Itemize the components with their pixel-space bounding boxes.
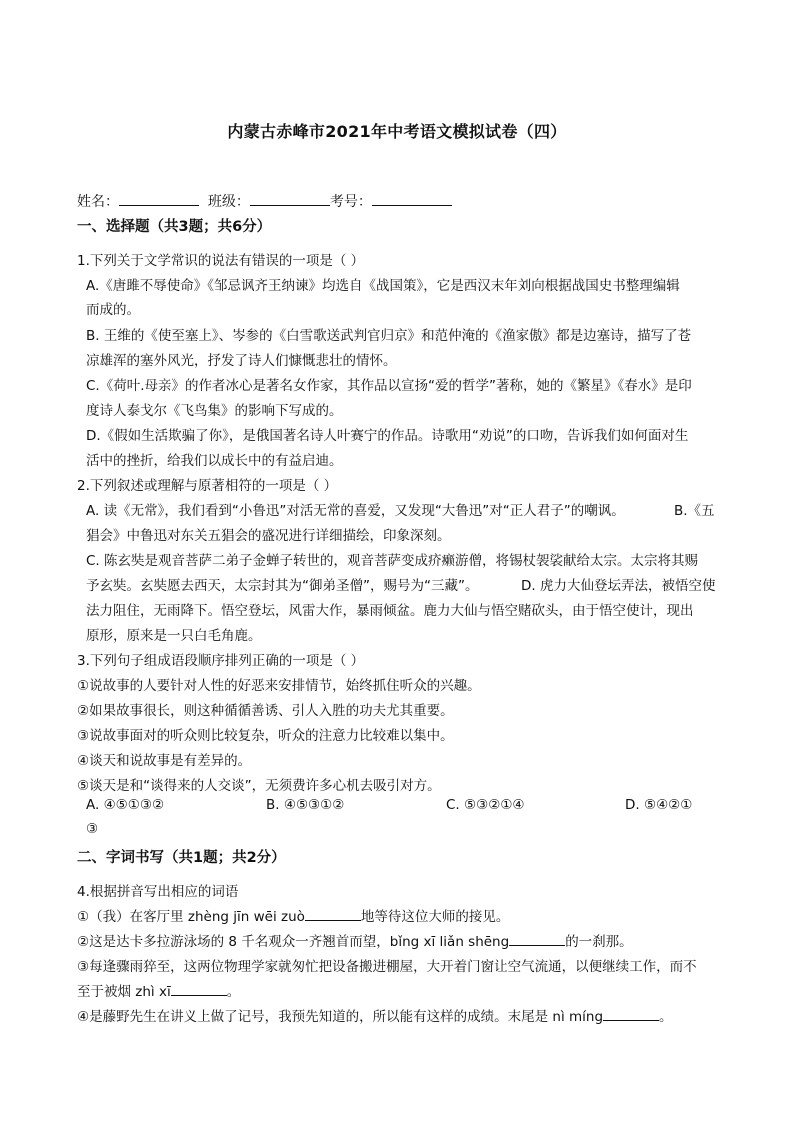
- q4-item-2: [77, 930, 633, 950]
- q4-item-4-tail: 。: [659, 1009, 673, 1025]
- q3-choice-d-wrap: ③: [86, 821, 99, 837]
- q3-choice-d: D. ⑤④②①: [625, 797, 693, 813]
- q4-item-3-tail: 。: [226, 984, 241, 1000]
- q4-item-2-blank: [509, 933, 565, 946]
- q3-choice-b: B. ④⑤③①②: [266, 797, 345, 813]
- q3-choice-a: A. ④⑤①③②: [86, 797, 165, 813]
- q4-item-1-tail: 地等待这位大师的接见。: [360, 909, 510, 925]
- q3-choices: [86, 797, 726, 817]
- q4-item-1-blank: [305, 908, 361, 921]
- q4-item-3-blank: [171, 983, 227, 996]
- q1-option-c: C.《荷叶.母亲》的作者冰心是著名女作家，其作品以宣扬“爱的哲学”著称，她的《繁星》《春水》是印: [86, 378, 692, 394]
- q1-option-a-cont: 而成的。: [86, 302, 140, 318]
- q4-item-3: ③每逢骤雨猝至，这两位物理学家就匆忙把设备搬进棚屋，大开着门窗让空气流通，以便继续工作，而不: [77, 959, 697, 975]
- q2-option-a: A. 读《无常》，我们看到“小鲁迅”对活无常的喜爱，又发现“大鲁迅”对“正人君子”的嘲讽。: [86, 503, 625, 519]
- exam-title: 内蒙古赤峰市2021年中考语文模拟试卷（四）: [227, 122, 567, 141]
- q4-item-2-text: ②这是达卡多拉游泳场的 8 千名观众一齐翘首而望，bǐng xī liǎn shēng: [77, 934, 510, 950]
- q4-item-3-cont: [77, 980, 240, 1000]
- q3-sentence-4: ④谈天和说故事是有差异的。: [77, 753, 252, 769]
- q1-option-b: B. 王维的《使至塞上》、岑参的《白雪歌送武判官归京》和范仲淹的《渔家傲》都是边塞诗，描写了苍: [86, 328, 692, 344]
- section-heading-writing: 二、字词书写（共1题；共2分）: [77, 850, 286, 866]
- number-label: 考号：: [329, 194, 372, 210]
- q3-stem: 3.下列句子组成语段顺序排列正确的一项是（ ）: [77, 653, 365, 669]
- q1-option-d-cont: 活中的挫折，给我们以成长中的有益启迪。: [86, 453, 343, 469]
- section-heading-choice: 一、选择题（共3题；共6分）: [77, 219, 272, 235]
- q3-sentence-2: ②如果故事很长，则这种循循善诱、引人入胜的功夫尤其重要。: [77, 703, 454, 719]
- q4-item-4-text: ④是藤野先生在讲义上做了记号，我预先知道的，所以能有这样的成绩。末尾是 nì míng: [77, 1009, 604, 1025]
- q3-sentence-3: ③说故事面对的听众则比较复杂，听众的注意力比较难以集中。: [77, 728, 454, 744]
- student-info: [77, 191, 452, 211]
- q4-item-4-blank: [603, 1008, 659, 1021]
- q1-option-a: A.《唐雎不辱使命》《邹忌讽齐王纳谏》均选自《战国策》，它是西汉末年刘向根据战国史书整理编辑: [86, 278, 680, 294]
- q3-choice-c: C. ⑤③②①④: [446, 797, 525, 813]
- q1-option-d: D.《假如生活欺骗了你》，是俄国著名诗人叶赛宁的作品。诗歌用“劝说”的口吻，告诉我们如何面对生: [86, 428, 689, 444]
- q4-item-2-tail: 的一刹那。: [565, 934, 633, 950]
- q3-sentence-5: ⑤谈天是和“谈得来的人交谈”，无须费许多心机去吸引对方。: [77, 778, 441, 794]
- number-blank: [372, 191, 452, 206]
- q1-option-b-cont: 凉雄浑的塞外风光，抒发了诗人们慷慨悲壮的情怀。: [86, 353, 397, 369]
- class-blank: [250, 191, 330, 206]
- q2-option-c: C. 陈玄奘是观音菩萨二弟子金蝉子转世的，观音菩萨变成疥癞游僧，将锡杖袈裟献给太宗。太宗将其赐: [86, 553, 699, 569]
- class-label: 班级：: [207, 194, 250, 210]
- q4-item-3-text: 至于被烟 zhì xī: [77, 984, 171, 1000]
- q4-item-1: [77, 905, 509, 925]
- q4-item-4: [77, 1005, 673, 1025]
- q2-option-b-cont: 猖会》中鲁迅对东关五猖会的盛况进行详细描绘，印象深刻。: [86, 528, 451, 544]
- q2-option-b: B.《五: [674, 503, 715, 519]
- q1-stem: 1.下列关于文学常识的说法有错误的一项是（ ）: [77, 253, 365, 269]
- q2-stem: 2.下列叙述或理解与原著相符的一项是（ ）: [77, 478, 338, 494]
- q4-stem: 4.根据拼音写出相应的词语: [77, 884, 239, 900]
- name-blank: [119, 191, 199, 206]
- q4-item-1-text: ①（我）在客厅里 zhèng jīn wēi zuò: [77, 909, 305, 925]
- q3-sentence-1: ①说故事的人要针对人性的好恶来安排情节，始终抓住听众的兴趣。: [77, 678, 481, 694]
- q2-option-d-cont2: 原形，原来是一只白毛角鹿。: [86, 628, 262, 644]
- q2-option-c-cont: 予玄奘。玄奘愿去西天，太宗封其为“御弟圣僧”，赐号为“三藏”。: [86, 578, 479, 594]
- q1-option-c-cont: 度诗人泰戈尔《飞鸟集》的影响下写成的。: [86, 403, 343, 419]
- q2-option-d-cont: 法力阻住，无雨降下。悟空登坛，风雷大作，暴雨倾盆。鹿力大仙与悟空赌砍头，由于悟空使计，现出: [86, 603, 694, 619]
- q2-option-d: D. 虎力大仙登坛弄法，被悟空使: [521, 578, 716, 594]
- name-label: 姓名：: [77, 194, 119, 210]
